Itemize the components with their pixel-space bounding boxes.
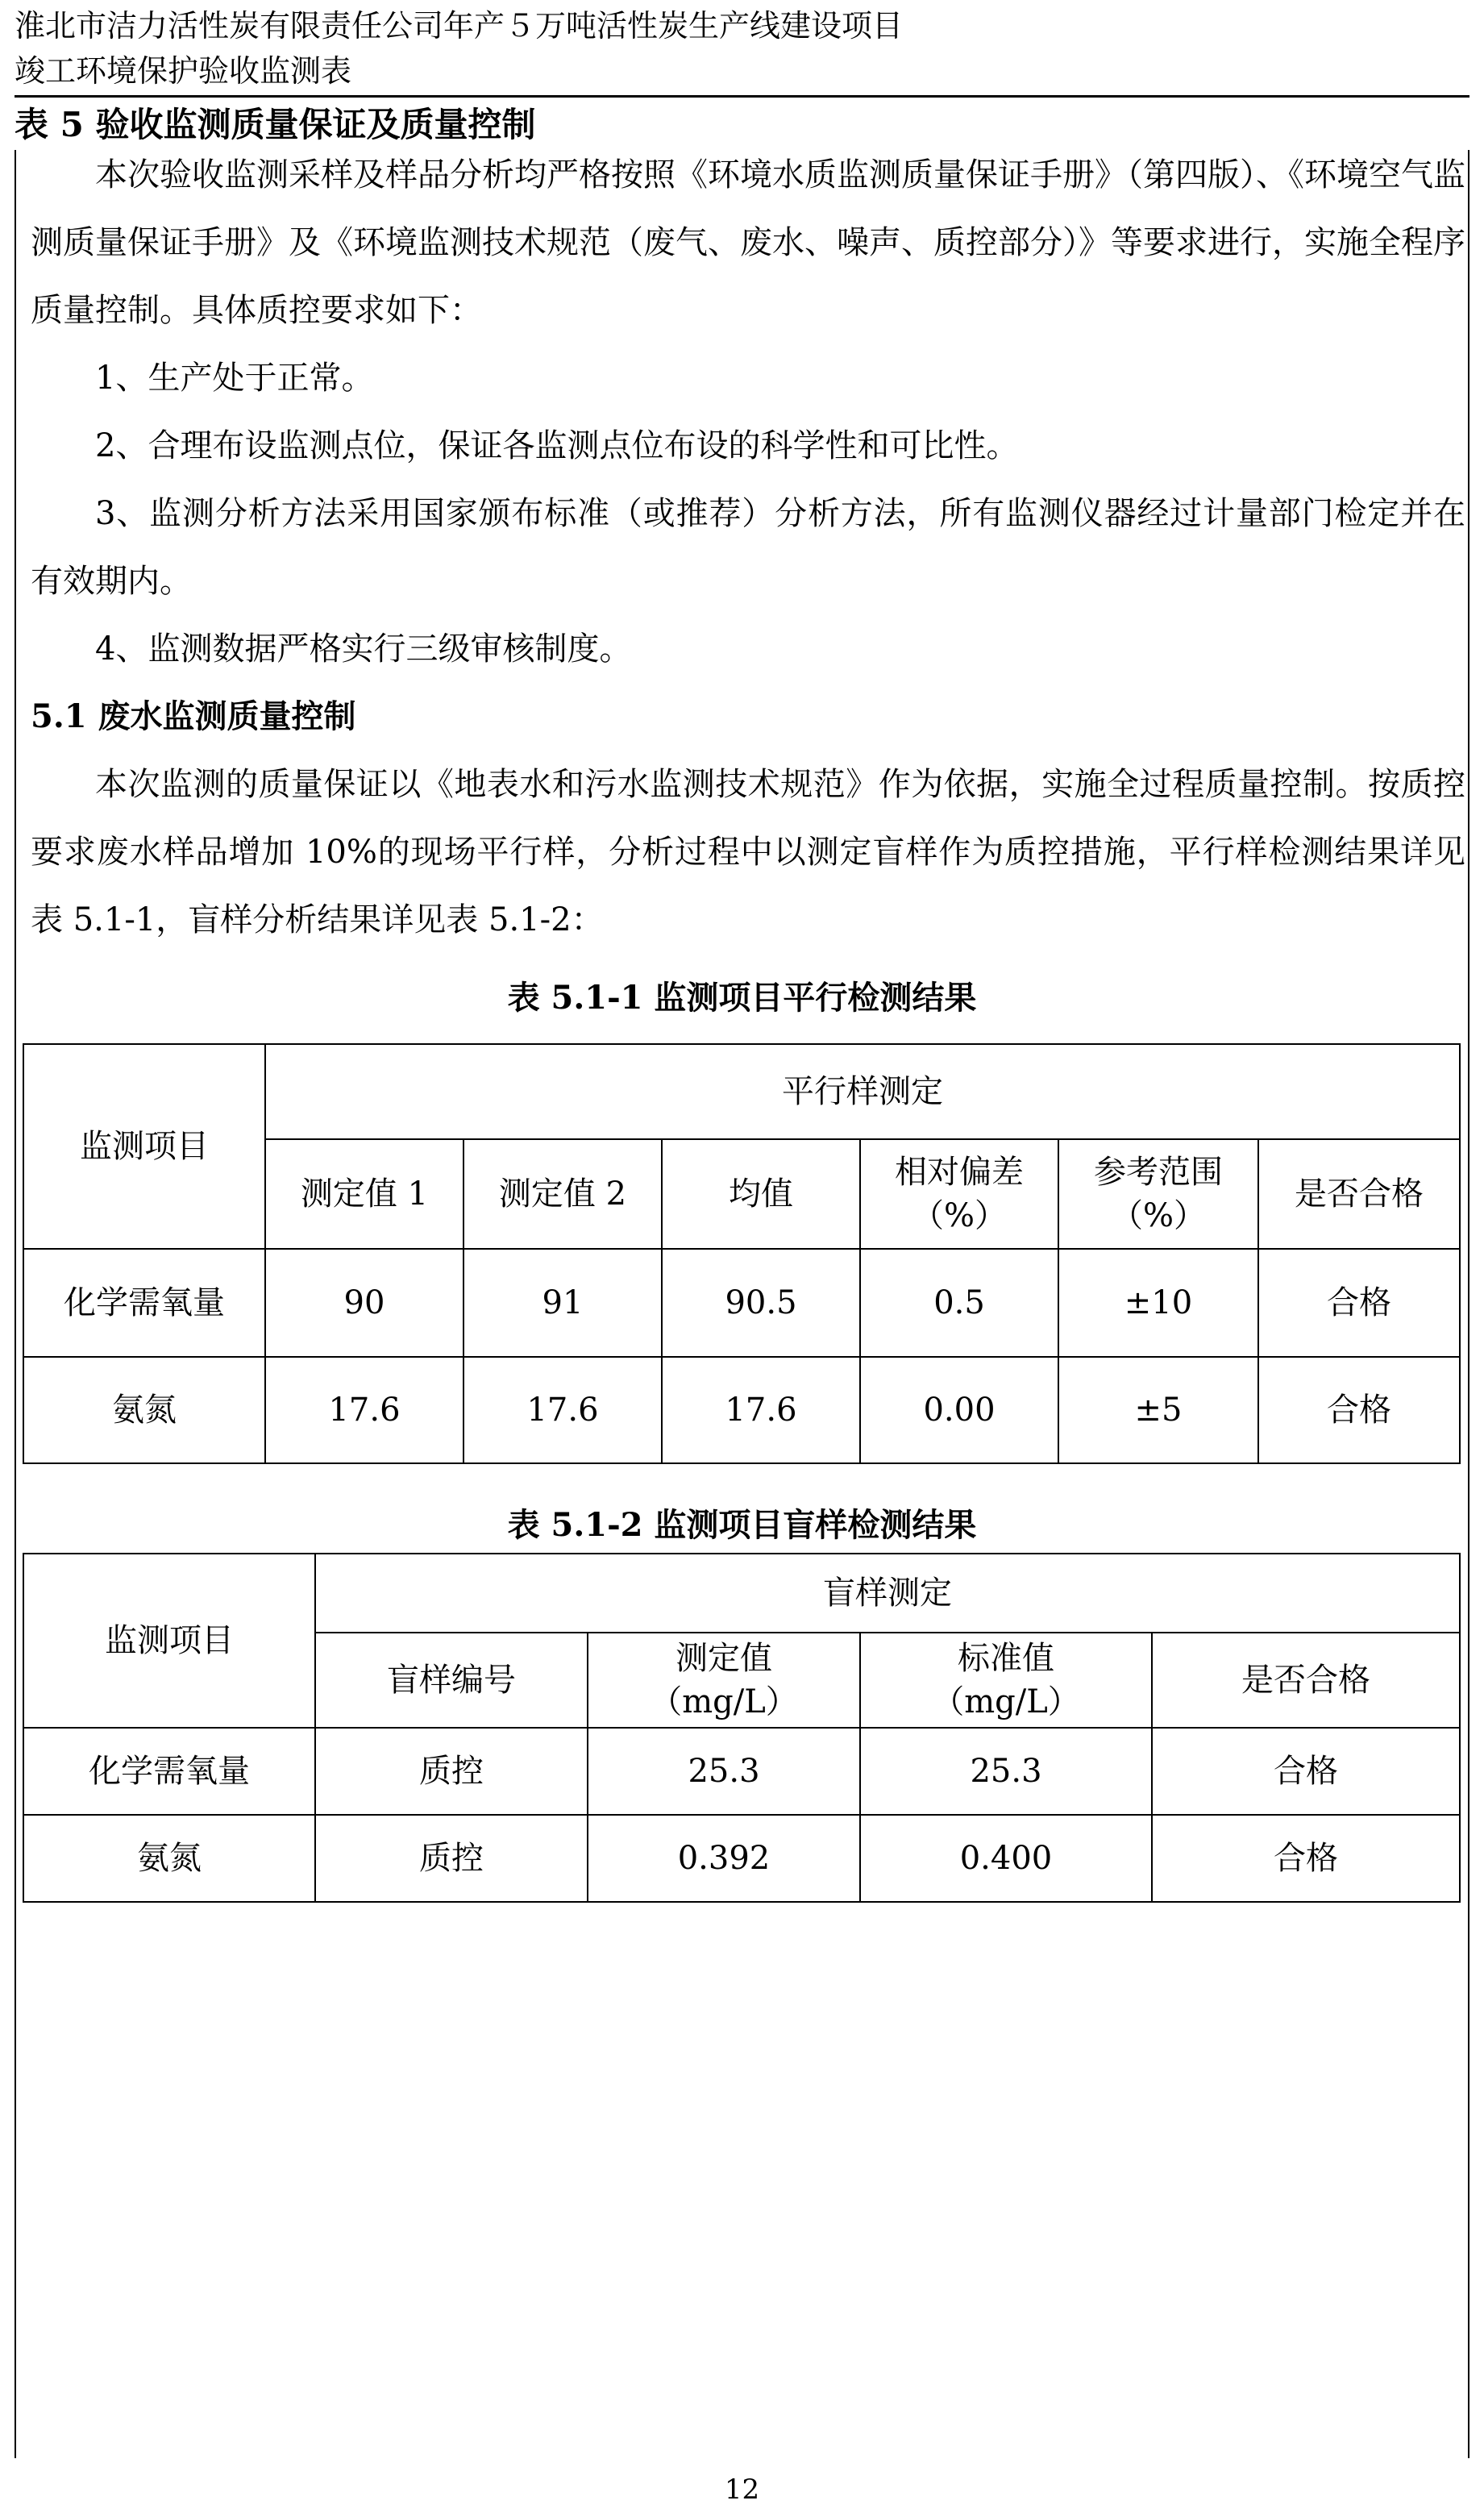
header-project-title: 淮北市洁力活性炭有限责任公司年产５万吨活性炭生产线建设项目 — [15, 8, 904, 44]
table-row — [23, 1728, 1460, 1815]
table-cell: 质控 — [315, 1815, 588, 1902]
table2-col-header — [860, 1633, 1152, 1728]
col-unit: （%） — [1110, 1197, 1206, 1234]
blind-sample-table — [23, 1553, 1461, 1903]
table-cell: 合格 — [1258, 1357, 1460, 1463]
table-row — [23, 1357, 1460, 1463]
col-unit: （%） — [911, 1197, 1007, 1234]
table1-col-header: 测定值 1 — [265, 1139, 463, 1249]
table-cell: 合格 — [1258, 1249, 1460, 1357]
table2-item-header: 监测项目 — [23, 1554, 315, 1728]
section-title: 表 5 验收监测质量保证及质量控制 — [15, 105, 536, 144]
subsection-text-1: 本次监测的质量保证以《地表水和污水监测技术规范》作为依据，实施全过程质量控制。 — [95, 766, 1369, 803]
list-item: 4、监测数据严格实行三级审核制度。 — [95, 630, 632, 668]
table-cell: 化学需氧量 — [23, 1249, 265, 1357]
table-cell: 合格 — [1152, 1815, 1460, 1902]
subsection-paragraph — [31, 751, 1465, 954]
header-doc-title: 竣工环境保护验收监测表 — [15, 53, 352, 89]
table-cell: 0.392 — [588, 1815, 860, 1902]
table2-col-header: 是否合格 — [1152, 1633, 1460, 1728]
subsection-title: 5.1 废水监测质量控制 — [31, 697, 356, 735]
table2-group-header: 盲样测定 — [315, 1554, 1460, 1633]
intro-block — [31, 141, 1465, 954]
table2-col-header — [588, 1633, 860, 1728]
table-cell: 90.5 — [662, 1249, 860, 1357]
col-label: 参考范围 — [1094, 1154, 1223, 1191]
table2-caption: 表 5.1-2 监测项目盲样检测结果 — [507, 1506, 977, 1544]
table-cell: ±5 — [1058, 1357, 1258, 1463]
table2-col-header: 盲样编号 — [315, 1633, 588, 1728]
running-header — [15, 3, 1469, 94]
table-cell: 90 — [265, 1249, 463, 1357]
list-item: 3、监测分析方法采用国家颁布标准（或推荐）分析方法，所有监测仪器经过计量部门检定并在有效期内。 — [31, 495, 1465, 600]
table-cell: 17.6 — [463, 1357, 662, 1463]
page-number: 12 — [724, 2473, 760, 2506]
table1-col-header: 测定值 2 — [463, 1139, 662, 1249]
table-cell: 91 — [463, 1249, 662, 1357]
table-cell: 质控 — [315, 1728, 588, 1815]
list-item: 1、生产处于正常。 — [95, 360, 374, 397]
table-cell: 化学需氧量 — [23, 1728, 315, 1815]
col-unit: （mg/L） — [650, 1683, 798, 1720]
table1-caption: 表 5.1-1 监测项目平行检测结果 — [507, 979, 977, 1017]
parallel-sample-table — [23, 1043, 1461, 1464]
table-cell: ±10 — [1058, 1249, 1258, 1357]
table-row — [23, 1249, 1460, 1357]
table1-col-header: 均值 — [662, 1139, 860, 1249]
col-label: 相对偏差 — [895, 1154, 1024, 1191]
table-cell: 17.6 — [265, 1357, 463, 1463]
header-divider — [15, 95, 1469, 98]
col-label: 测定值 — [675, 1640, 772, 1677]
table1-col-header — [860, 1139, 1058, 1249]
subsection-text-2: 按质控要求废水样品增加 10%的现场平行样，分析过程中以测定盲样作为质控措施，平行样检测结果详见表 5.1-1，盲样分析结果详见表 5.1-2： — [31, 766, 1466, 938]
col-unit: （mg/L） — [932, 1683, 1080, 1720]
intro-paragraph: 本次验收监测采样及样品分析均严格按照《环境水质监测质量保证手册》（第四版）、《环境空气监测质量保证手册》及《环境监测技术规范（废气、废水、噪声、质控部分）》等要求进行，实施全程序质量控制。具体质控要求如下： — [31, 156, 1465, 329]
table1-group-header: 平行样测定 — [265, 1044, 1460, 1139]
table-cell: 25.3 — [588, 1728, 860, 1815]
list-item: 2、合理布设监测点位，保证各监测点位布设的科学性和可比性。 — [95, 427, 1019, 464]
table-cell: 氨氮 — [23, 1815, 315, 1902]
table1-col-header: 是否合格 — [1258, 1139, 1460, 1249]
table-cell: 氨氮 — [23, 1357, 265, 1463]
table-cell: 25.3 — [860, 1728, 1152, 1815]
table-cell: 0.5 — [860, 1249, 1058, 1357]
table-cell: 0.400 — [860, 1815, 1152, 1902]
table-row — [23, 1815, 1460, 1902]
table1-item-header: 监测项目 — [23, 1044, 265, 1249]
table-cell: 合格 — [1152, 1728, 1460, 1815]
table1-col-header — [1058, 1139, 1258, 1249]
table-cell: 17.6 — [662, 1357, 860, 1463]
table-cell: 0.00 — [860, 1357, 1058, 1463]
col-label: 标准值 — [958, 1640, 1054, 1677]
